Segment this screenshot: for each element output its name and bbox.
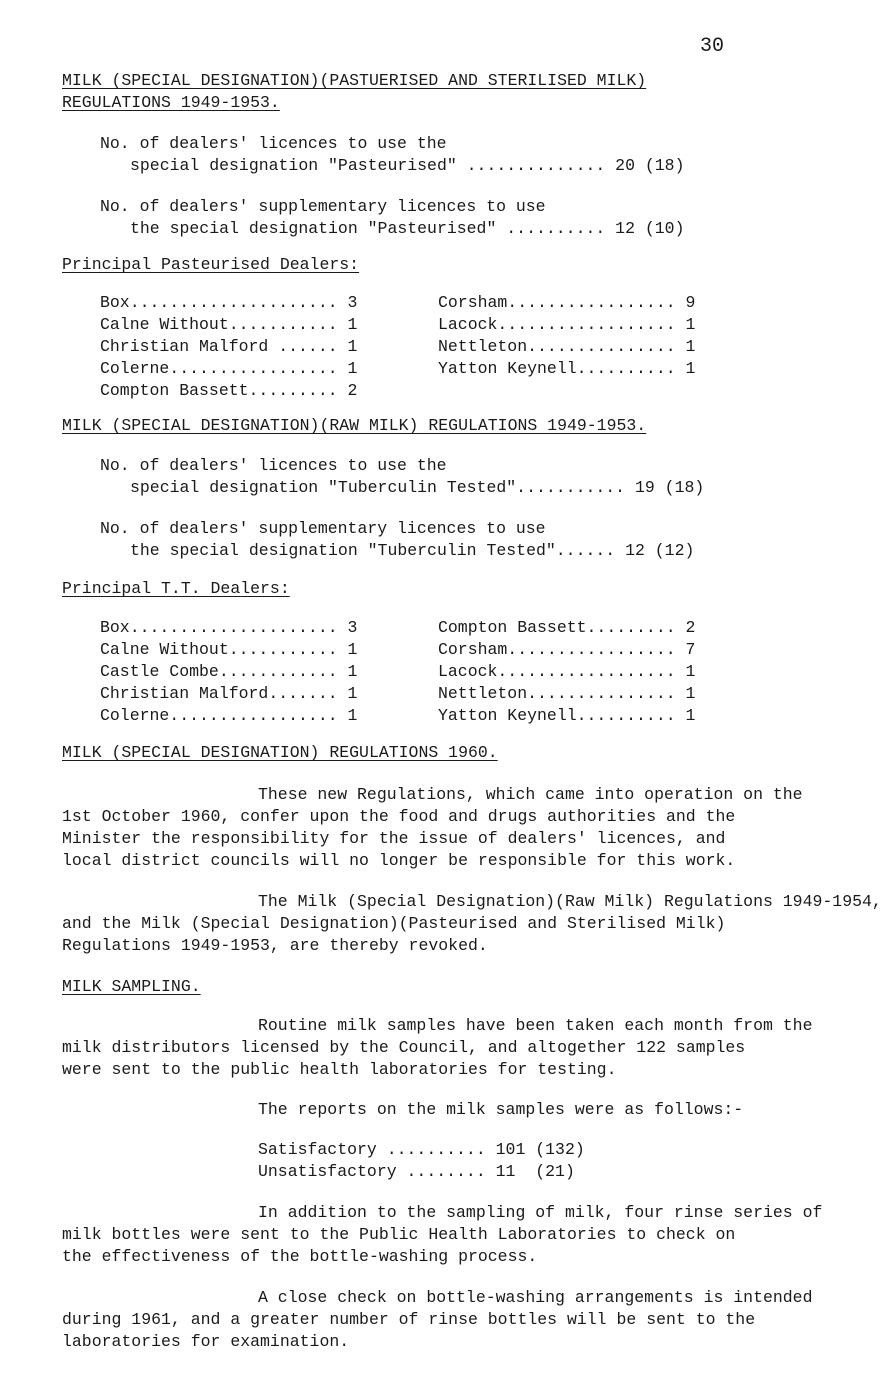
sampling-reports-line: The reports on the milk samples were as follows:- <box>258 1100 744 1119</box>
sampling-para2-line: milk bottles were sent to the Public Health Laboratories to check on <box>62 1225 736 1244</box>
regs-1960-para1-line: local district councils will no longer be responsible for this work. <box>62 851 736 870</box>
sampling-result-satisfactory: Satisfactory .......... 101 (132) <box>258 1140 585 1159</box>
regs-1960-para2-line: and the Milk (Special Designation)(Pasteurised and Sterilised Milk) <box>62 914 726 933</box>
raw-dealer-right: Yatton Keynell.......... 1 <box>438 706 696 725</box>
pasteurised-licences-line1: No. of dealers' licences to use the <box>100 134 447 153</box>
pasteurised-dealer-left: Calne Without........... 1 <box>100 315 358 334</box>
pasteurised-heading-line1: MILK (SPECIAL DESIGNATION)(PASTUERISED AND STERILISED MILK) <box>62 71 647 90</box>
pasteurised-dealer-left: Colerne................. 1 <box>100 359 358 378</box>
pasteurised-heading-line2: REGULATIONS 1949-1953. <box>62 93 280 112</box>
pasteurised-supplementary-line2: the special designation "Pasteurised" .......... 12 (10) <box>130 219 685 238</box>
page-number: 30 <box>700 35 725 58</box>
raw-dealer-left: Colerne................. 1 <box>100 706 358 725</box>
sampling-para3-line: A close check on bottle-washing arrangements is intended <box>258 1288 813 1307</box>
pasteurised-dealer-left: Box..................... 3 <box>100 293 358 312</box>
pasteurised-licences-line2: special designation "Pasteurised" .............. 20 (18) <box>130 156 685 175</box>
regs-1960-para1-line: Minister the responsibility for the issue of dealers' licences, and <box>62 829 726 848</box>
pasteurised-dealer-right: Corsham................. 9 <box>438 293 696 312</box>
pasteurised-dealer-left: Christian Malford ...... 1 <box>100 337 358 356</box>
pasteurised-dealer-right: Yatton Keynell.......... 1 <box>438 359 696 378</box>
raw-dealer-right: Nettleton............... 1 <box>438 684 696 703</box>
raw-dealer-right: Lacock.................. 1 <box>438 662 696 681</box>
pasteurised-dealers-heading: Principal Pasteurised Dealers: <box>62 255 360 274</box>
raw-supplementary-line1: No. of dealers' supplementary licences to use <box>100 519 546 538</box>
sampling-para3-line: laboratories for examination. <box>62 1332 350 1351</box>
sampling-para1-line: were sent to the public health laboratories for testing. <box>62 1060 617 1079</box>
raw-heading: MILK (SPECIAL DESIGNATION)(RAW MILK) REGULATIONS 1949-1953. <box>62 416 647 435</box>
sampling-result-unsatisfactory: Unsatisfactory ........ 11 (21) <box>258 1162 575 1181</box>
sampling-heading: MILK SAMPLING. <box>62 977 201 996</box>
raw-dealer-left: Box..................... 3 <box>100 618 358 637</box>
sampling-para2-line: the effectiveness of the bottle-washing process. <box>62 1247 538 1266</box>
regs-1960-para1-line: 1st October 1960, confer upon the food and drugs authorities and the <box>62 807 736 826</box>
raw-dealer-left: Castle Combe............ 1 <box>100 662 358 681</box>
pasteurised-dealer-left: Compton Bassett......... 2 <box>100 381 358 400</box>
raw-licences-line2: special designation "Tuberculin Tested"........... 19 (18) <box>130 478 705 497</box>
pasteurised-supplementary-line1: No. of dealers' supplementary licences to use <box>100 197 546 216</box>
raw-licences-line1: No. of dealers' licences to use the <box>100 456 447 475</box>
pasteurised-dealer-right: Lacock.................. 1 <box>438 315 696 334</box>
raw-dealer-left: Calne Without........... 1 <box>100 640 358 659</box>
raw-dealer-right: Compton Bassett......... 2 <box>438 618 696 637</box>
sampling-para3-line: during 1961, and a greater number of rinse bottles will be sent to the <box>62 1310 756 1329</box>
sampling-para2-line: In addition to the sampling of milk, four rinse series of <box>258 1203 823 1222</box>
regs-1960-heading: MILK (SPECIAL DESIGNATION) REGULATIONS 1960. <box>62 743 498 762</box>
pasteurised-dealer-right: Nettleton............... 1 <box>438 337 696 356</box>
raw-dealer-right: Corsham................. 7 <box>438 640 696 659</box>
regs-1960-para2-line: The Milk (Special Designation)(Raw Milk) Regulations 1949-1954, <box>258 892 882 911</box>
sampling-para1-line: milk distributors licensed by the Council, and altogether 122 samples <box>62 1038 746 1057</box>
raw-dealer-left: Christian Malford....... 1 <box>100 684 358 703</box>
raw-supplementary-line2: the special designation "Tuberculin Tested"...... 12 (12) <box>130 541 695 560</box>
raw-dealers-heading: Principal T.T. Dealers: <box>62 579 290 598</box>
regs-1960-para2-line: Regulations 1949-1953, are thereby revoked. <box>62 936 488 955</box>
regs-1960-para1-line: These new Regulations, which came into operation on the <box>258 785 803 804</box>
sampling-para1-line: Routine milk samples have been taken each month from the <box>258 1016 813 1035</box>
